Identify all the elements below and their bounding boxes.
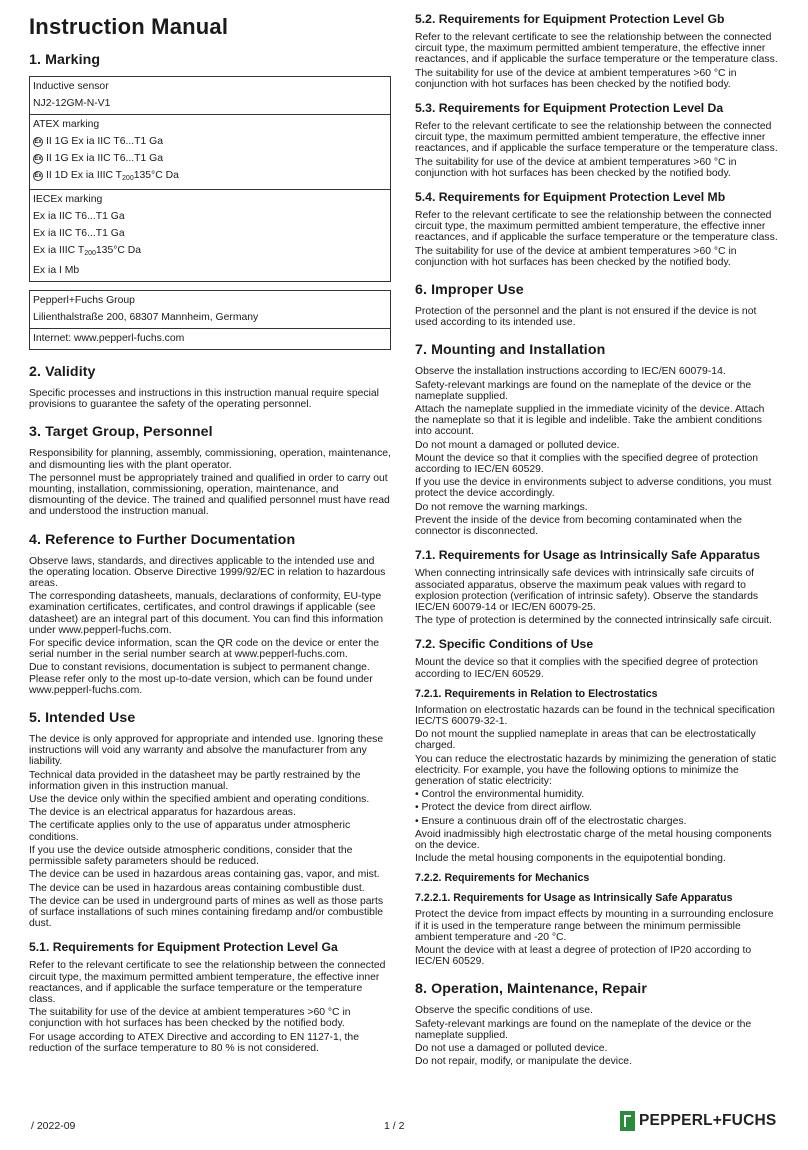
section-heading: 3. Target Group, Personnel — [29, 424, 213, 441]
company-address: Lilienthalstraße 200, 68307 Mannheim, Germany — [33, 312, 259, 323]
mounting-body — [415, 366, 779, 537]
paragraph: For specific device information, scan the QR code on the device or enter the serial number in the serial number search at www.pepperl-fuchs.com. — [29, 638, 379, 661]
paragraph: Safety-relevant markings are found on the nameplate of the device or the nameplate supplied. — [415, 379, 752, 402]
company-name: Pepperl+Fuchs Group — [33, 295, 135, 306]
subsection-heading: 5.1. Requirements for Equipment Protection Level Ga — [29, 940, 338, 955]
section-heading: 2. Validity — [29, 364, 96, 380]
company-logo — [620, 1111, 776, 1131]
paragraph: Technical data provided in the datasheet may be partly restrained by the information given in this instruction manual. — [29, 769, 361, 792]
paragraph: Do not mount the supplied nameplate in areas that can be electrostatically charged. — [415, 729, 756, 752]
paragraph: Prevent the inside of the device from becoming contaminated when the connector is disconnected. — [415, 514, 742, 538]
paragraph: The corresponding datasheets, manuals, declarations of conformity, EU-type examination certificates, certificates, and control drawings if applicable (see datasheet) are an integral part of this document. You can find this information under www.pepperl-fuchs.com. — [29, 591, 384, 636]
atex-marking-line: Ex II 1G Ex ia IIC T6...T1 Ga — [34, 136, 164, 147]
subsection-heading: 5.2. Requirements for Equipment Protection Level Gb — [415, 12, 725, 26]
paragraph: The type of protection is determined by the connected intrinsically safe circuit. — [415, 615, 772, 627]
paragraph: Due to constant revisions, documentation is subject to permanent change. Please refer only to the most up-to-date version, which can be found under www.pepperl-fuchs.com. — [29, 662, 373, 696]
marking-box — [29, 76, 391, 282]
device-type: Inductive sensor — [33, 81, 109, 92]
paragraph: The device can be used in hazardous areas containing gas, vapor, and mist. — [29, 869, 380, 881]
paragraph: The suitability for use of the device at ambient temperatures >60 °C in conjunction with hot surfaces has been checked by the notified body. — [415, 245, 737, 268]
section-heading: 8. Operation, Maintenance, Repair — [415, 981, 647, 998]
paragraph: Do not repair, modify, or manipulate the device. — [415, 1056, 632, 1068]
intended-body — [29, 734, 391, 929]
subsection-heading: 5.3. Requirements for Equipment Protection Level Da — [415, 101, 724, 116]
footer-page-number: 1 / 2 — [384, 1120, 405, 1132]
paragraph: The suitability for use of the device at ambient temperatures >60 °C in conjunction with hot surfaces has been checked by the notified body. — [415, 156, 737, 179]
iecex-section — [30, 189, 390, 281]
iecex-marking-line: Ex ia IIC T6...T1 Ga — [33, 211, 125, 222]
subsection-heading: 7.1. Requirements for Usage as Intrinsically Safe Apparatus — [415, 548, 760, 563]
device-section — [30, 77, 390, 114]
operation-body — [415, 1005, 779, 1067]
paragraph: Refer to the relevant certificate to see the relationship between the connected circuit type, the maximum permitted ambient temperature, the effective inner reactances, and if applicable the surface temperature or the temperature class. — [415, 32, 778, 66]
section-heading: 1. Marking — [29, 52, 101, 68]
paragraph: When connecting intrinsically safe devices with intrinsically safe circuits of associated apparatus, observe the maximum peak values with regard to explosion protection (verification of intrinsic safety). Observe the standards IEC/EN 60079-14 or IEC/EN 60079-25. — [415, 568, 759, 613]
iecex-marking-line: Ex ia I Mb — [33, 265, 80, 276]
paragraph: Refer to the relevant certificate to see the relationship between the connected circuit type, the maximum permitted ambient temperature, the effective inner reactances, and if applicable the surface temperature or the temperature class. — [415, 121, 778, 155]
paragraph: Attach the nameplate supplied in the immediate vicinity of the device. Attach the nameplate so that it is legible and indelible. Take the ambient conditions into account. — [415, 404, 765, 438]
subsubsection-heading: 7.2.1. Requirements in Relation to Electrostatics — [415, 687, 658, 700]
intrinsic-body — [415, 568, 779, 626]
subsection-heading: 7.2. Specific Conditions of Use — [415, 637, 594, 652]
paragraph: Avoid inadmissibly high electrostatic charge of the metal housing components on the device. — [415, 828, 772, 851]
paragraph: The suitability for use of the device at ambient temperatures >60 °C in conjunction with hot surfaces has been checked by the notified body. — [415, 67, 737, 90]
atex-label: ATEX marking — [33, 119, 100, 130]
reference-body — [29, 556, 391, 696]
paragraph: Observe the specific conditions of use. — [415, 1005, 593, 1017]
iecex-marking-line: Ex ia IIIC $T_{200}135^\circ C$ Da — [33, 245, 142, 257]
page-title: Instruction Manual — [29, 14, 229, 39]
paragraph: Information on electrostatic hazards can be found in the technical specification IEC/TS 60079-32-1. — [415, 704, 775, 727]
mech-intrinsic-body — [415, 909, 779, 967]
electrostatics-body — [415, 705, 779, 865]
paragraph: The device is an electrical apparatus for hazardous areas. — [29, 807, 296, 819]
subsection-heading: 5.4. Requirements for Equipment Protection Level Mb — [415, 190, 726, 205]
paragraph: The device is only approved for appropriate and intended use. Ignoring these instructions will void any warranty and absolve the manufacturer from any liability. — [29, 734, 384, 768]
paragraph: • Control the environmental humidity. — [415, 789, 585, 801]
paragraph: Include the metal housing components in the equipotential bonding. — [415, 853, 726, 865]
paragraph: Observe the installation instructions according to IEC/EN 60079-14. — [415, 366, 726, 378]
validity-body — [29, 388, 391, 410]
paragraph: Do not mount a damaged or polluted device. — [415, 439, 620, 451]
paragraph: The device can be used in hazardous areas containing combustible dust. — [29, 882, 365, 894]
paragraph: Responsibility for planning, assembly, commissioning, operation, maintenance, and dismounting lies with the plant operator. — [29, 448, 391, 471]
epl-da-body — [415, 121, 779, 179]
right-column — [415, 12, 779, 1069]
iecex-label: IECEx marking — [33, 194, 103, 205]
paragraph: The device can be used in underground parts of mines as well as those parts of surface installations of such mines containing firedamp and/or combustible dust. — [29, 895, 384, 930]
paragraph: Do not remove the warning markings. — [415, 501, 588, 513]
epl-ga-body — [29, 960, 391, 1054]
paragraph: Mount the device so that it complies with the specified degree of protection according to IEC/EN 60529. — [415, 452, 759, 476]
section-heading: 7. Mounting and Installation — [415, 342, 606, 359]
paragraph: Protect the device from impact effects by mounting in a surrounding enclosure if it is used in the temperature range between the minimum permissible ambient temperature and -20 °C. — [415, 909, 774, 943]
company-box — [29, 290, 391, 350]
target-body — [29, 448, 391, 517]
subsubsection-heading: 7.2.2.1. Requirements for Usage as Intrinsically Safe Apparatus — [415, 892, 733, 905]
paragraph: Specific processes and instructions in this instruction manual require special provisions to guarantee the safety of the operating personnel. — [29, 388, 379, 411]
paragraph: • Ensure a continuous drain off of the electrostatic charges. — [415, 815, 687, 827]
paragraph: For usage according to ATEX Directive and according to EN 1127-1, the reduction of the surface temperature to 80 % is not considered. — [29, 1031, 359, 1054]
paragraph: Mount the device with at least a degree of protection of IP20 according to IEC/EN 60529. — [415, 944, 752, 968]
company-internet: Internet: www.pepperl-fuchs.com — [33, 333, 185, 344]
paragraph: The suitability for use of the device at ambient temperatures >60 °C in conjunction with hot surfaces has been checked by the notified body. — [29, 1007, 351, 1030]
paragraph: Observe laws, standards, and directives applicable to the intended use and the operating location. Observe Directive 1999/92/EC in relation to hazardous areas. — [29, 555, 386, 590]
epl-mb-body — [415, 210, 779, 268]
iecex-marking-line: Ex ia IIC T6...T1 Ga — [33, 228, 125, 239]
paragraph: Protection of the personnel and the plant is not ensured if the device is not used according to its intended use. — [415, 306, 757, 329]
section-heading: 5. Intended Use — [29, 710, 136, 727]
paragraph: Use the device only within the specified ambient and operating conditions. — [29, 794, 370, 806]
paragraph: You can reduce the electrostatic hazards by minimizing the generation of static electricity. For example, you have the following options to minimize the generation of static electricity: — [415, 753, 777, 787]
paragraph: Safety-relevant markings are found on the nameplate of the device or the nameplate supplied. — [415, 1018, 752, 1041]
internet-section — [30, 328, 390, 349]
atex-marking-line: Ex II 1D Ex ia IIIC $T_{200}135^\circ C$ Da — [34, 170, 179, 182]
section-heading: 6. Improper Use — [415, 282, 524, 299]
subsubsection-heading: 7.2.2. Requirements for Mechanics — [415, 872, 590, 885]
paragraph: If you use the device in environments subject to adverse conditions, you must protect the device accordingly. — [415, 477, 772, 500]
left-column — [29, 12, 391, 1056]
epl-gb-body — [415, 32, 779, 90]
improper-body — [415, 306, 779, 328]
pf-logo-icon — [620, 1111, 635, 1131]
atex-section — [30, 114, 390, 189]
paragraph: • Protect the device from direct airflow. — [415, 802, 592, 814]
paragraph: The certificate applies only to the use of apparatus under atmospheric conditions. — [29, 820, 351, 843]
section-heading: 4. Reference to Further Documentation — [29, 531, 296, 548]
ex-icon: Ex — [34, 156, 42, 162]
paragraph: Refer to the relevant certificate to see the relationship between the connected circuit type, the maximum permitted ambient temperature, the effective inner reactances, and if applicable the surface temperature or the temperature class. — [29, 960, 386, 1005]
footer-date: / 2022-09 — [31, 1120, 76, 1132]
paragraph: The personnel must be appropriately trained and qualified in order to carry out mounting, installation, commissioning, operation, maintenance, and dismounting of the device. The trained and qualified personnel must have read and understood the instruction manual. — [29, 472, 390, 518]
ex-icon: Ex — [34, 173, 42, 179]
logo-text: PEPPERL+FUCHS — [639, 1112, 777, 1129]
company-section — [30, 291, 390, 328]
specific-body — [415, 657, 779, 679]
atex-marking-line: Ex II 1G Ex ia IIC T6...T1 Ga — [34, 153, 164, 164]
paragraph: If you use the device outside atmospheric conditions, consider that the permissible safety parameters should be reduced. — [29, 844, 353, 868]
device-model: NJ2-12GM-N-V1 — [33, 98, 111, 109]
ex-icon: Ex — [34, 139, 42, 145]
paragraph: Do not use a damaged or polluted device. — [415, 1042, 608, 1054]
paragraph: Refer to the relevant certificate to see the relationship between the connected circuit type, the maximum permitted ambient temperature, the effective inner reactances, and if applicable the surface temperature or the temperature class. — [415, 210, 778, 244]
paragraph: Mount the device so that it complies with the specified degree of protection according to IEC/EN 60529. — [415, 657, 759, 680]
